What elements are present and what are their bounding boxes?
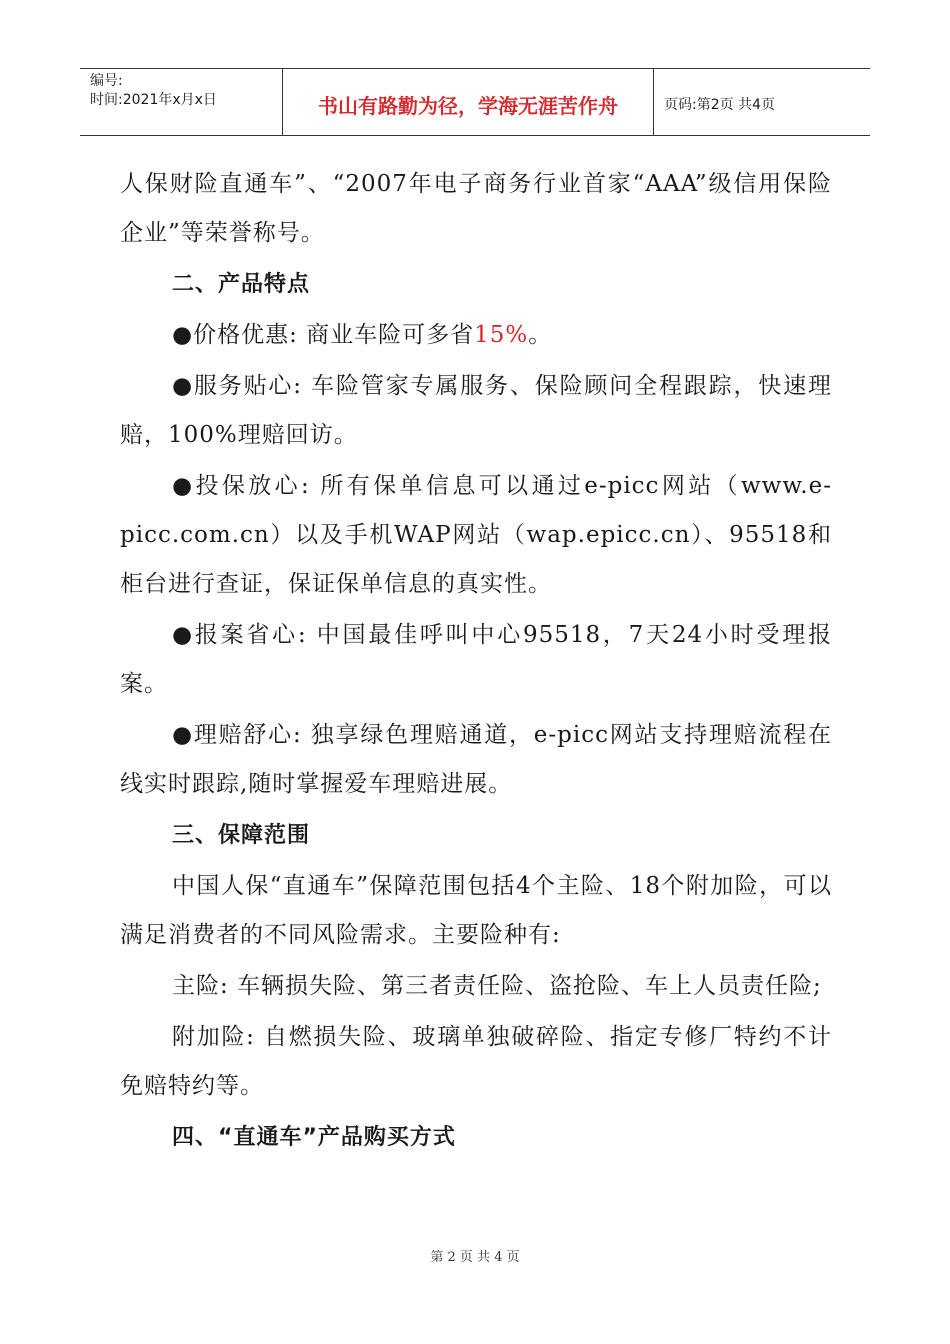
feature-price xyxy=(120,311,832,360)
section-heading-features: 二、产品特点 xyxy=(172,272,311,297)
feature-policy: ●投保放心: 所有保单信息可以通过e-picc网站（www.e-picc.com.cn）以及手机WAP网站（wap.epicc.cn）、95518和柜台进行查证，保证保单信息的真实性。 xyxy=(120,473,832,597)
discount-percent: 15% xyxy=(474,322,529,348)
extra-insurance-paragraph: 附加险: 自燃损失险、玻璃单独破碎险、指定专修厂特约不计免赔特约等。 xyxy=(120,1024,832,1099)
intro-paragraph: 人保财险直通车”、“2007年电子商务行业首家“AAA”级信用保险企业”等荣誉称号。 xyxy=(120,171,832,246)
feature-price-text: ●价格优惠: 商业车险可多省 xyxy=(172,322,475,348)
feature-price-suffix: 。 xyxy=(528,322,553,348)
feature-claim: ●理赔舒心: 独享绿色理赔通道，e-picc网站支持理赔流程在线实时跟踪,随时掌握爱车理赔进展。 xyxy=(120,722,832,797)
header-motto: 书山有路勤为径，学海无涯苦作舟 xyxy=(283,69,654,135)
header-meta-cell xyxy=(80,69,283,135)
feature-report: ●报案省心: 中国最佳呼叫中心95518，7天24小时受理报案。 xyxy=(120,622,832,697)
scope-paragraph: 中国人保“直通车”保障范围包括4个主险、18个附加险，可以满足消费者的不同风险需求。主要险种有: xyxy=(120,873,832,948)
section-heading-scope: 三、保障范围 xyxy=(172,823,311,848)
page-footer: 第 2 页 共 4 页 xyxy=(430,1250,520,1265)
main-insurance-paragraph: 主险: 车辆损失险、第三者责任险、盗抢险、车上人员责任险; xyxy=(172,973,822,999)
document-time-label: 时间:2021年x月x日 xyxy=(90,92,217,108)
page-header xyxy=(80,68,870,136)
document-code-label: 编号: xyxy=(90,73,123,89)
section-heading-purchase: 四、“直通车”产品购买方式 xyxy=(172,1125,456,1150)
feature-service: ●服务贴心: 车险管家专属服务、保险顾问全程跟踪，快速理赔，100%理赔回访。 xyxy=(120,373,832,448)
header-page-info: 页码:第2页 共4页 xyxy=(664,97,775,113)
document-body xyxy=(120,160,832,1164)
